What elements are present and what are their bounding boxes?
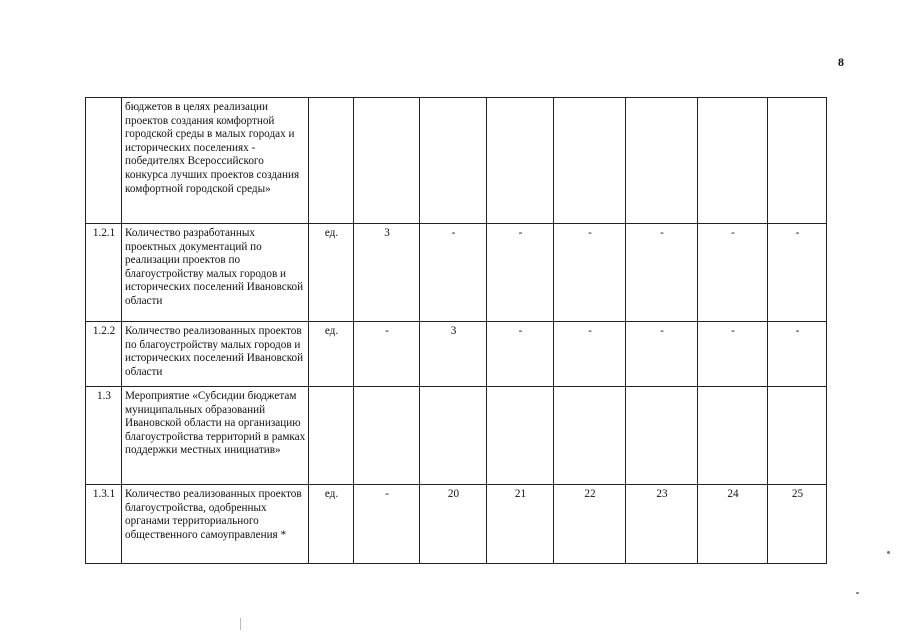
row-value: -	[487, 322, 554, 387]
row-unit	[309, 98, 354, 224]
page-number: 8	[838, 55, 844, 69]
row-value	[420, 98, 487, 224]
row-value: -	[420, 224, 487, 322]
row-value	[420, 387, 487, 485]
row-number: 1.2.2	[86, 322, 122, 387]
row-value	[354, 387, 420, 485]
row-description: Количество реализованных проектов благоустройства, одобренных органами территориального общественного самоуправления *	[122, 485, 309, 564]
row-number: 1.3	[86, 387, 122, 485]
row-value: -	[698, 322, 768, 387]
row-value: 23	[626, 485, 698, 564]
row-value	[626, 98, 698, 224]
row-value	[487, 98, 554, 224]
row-value: 20	[420, 485, 487, 564]
row-value: 3	[420, 322, 487, 387]
row-value: -	[768, 322, 827, 387]
table-row	[86, 485, 827, 564]
row-value: -	[554, 322, 626, 387]
table-row	[86, 322, 827, 387]
scan-speck	[240, 618, 241, 630]
row-value: 21	[487, 485, 554, 564]
row-value	[698, 98, 768, 224]
table-row	[86, 224, 827, 322]
row-description: Мероприятие «Субсидии бюджетам муниципальных образований Ивановской области на организацию благоустройства территорий в рамках поддержки местных инициатив»	[122, 387, 309, 485]
row-value: -	[698, 224, 768, 322]
row-value	[768, 98, 827, 224]
row-value	[487, 387, 554, 485]
row-value: -	[354, 485, 420, 564]
row-value: 24	[698, 485, 768, 564]
table-row	[86, 387, 827, 485]
row-unit: ед.	[309, 485, 354, 564]
table-row	[86, 98, 827, 224]
row-value: 25	[768, 485, 827, 564]
row-value: 3	[354, 224, 420, 322]
row-value	[554, 98, 626, 224]
row-value: -	[487, 224, 554, 322]
row-number: 1.2.1	[86, 224, 122, 322]
row-value	[354, 98, 420, 224]
row-description: Количество разработанных проектных документаций по реализации проектов по благоустройству малых городов и исторических поселений Ивановской области	[122, 224, 309, 322]
row-value	[768, 387, 827, 485]
row-value: 22	[554, 485, 626, 564]
row-unit: ед.	[309, 322, 354, 387]
row-value: -	[768, 224, 827, 322]
scan-speck	[856, 592, 859, 594]
row-value	[554, 387, 626, 485]
row-value: -	[354, 322, 420, 387]
scan-speck	[887, 551, 890, 554]
row-unit: ед.	[309, 224, 354, 322]
row-value	[698, 387, 768, 485]
row-value	[626, 387, 698, 485]
row-description: бюджетов в целях реализации проектов создания комфортной городской среды в малых городах и исторических поселениях - победителях Всероссийского конкурса лучших проектов создания комфортной городской среды»	[122, 98, 309, 224]
row-value: -	[626, 224, 698, 322]
row-number: 1.3.1	[86, 485, 122, 564]
row-value: -	[554, 224, 626, 322]
row-number	[86, 98, 122, 224]
row-description: Количество реализованных проектов по благоустройству малых городов и исторических поселений Ивановской области	[122, 322, 309, 387]
row-unit	[309, 387, 354, 485]
indicators-table	[85, 97, 827, 564]
row-value: -	[626, 322, 698, 387]
